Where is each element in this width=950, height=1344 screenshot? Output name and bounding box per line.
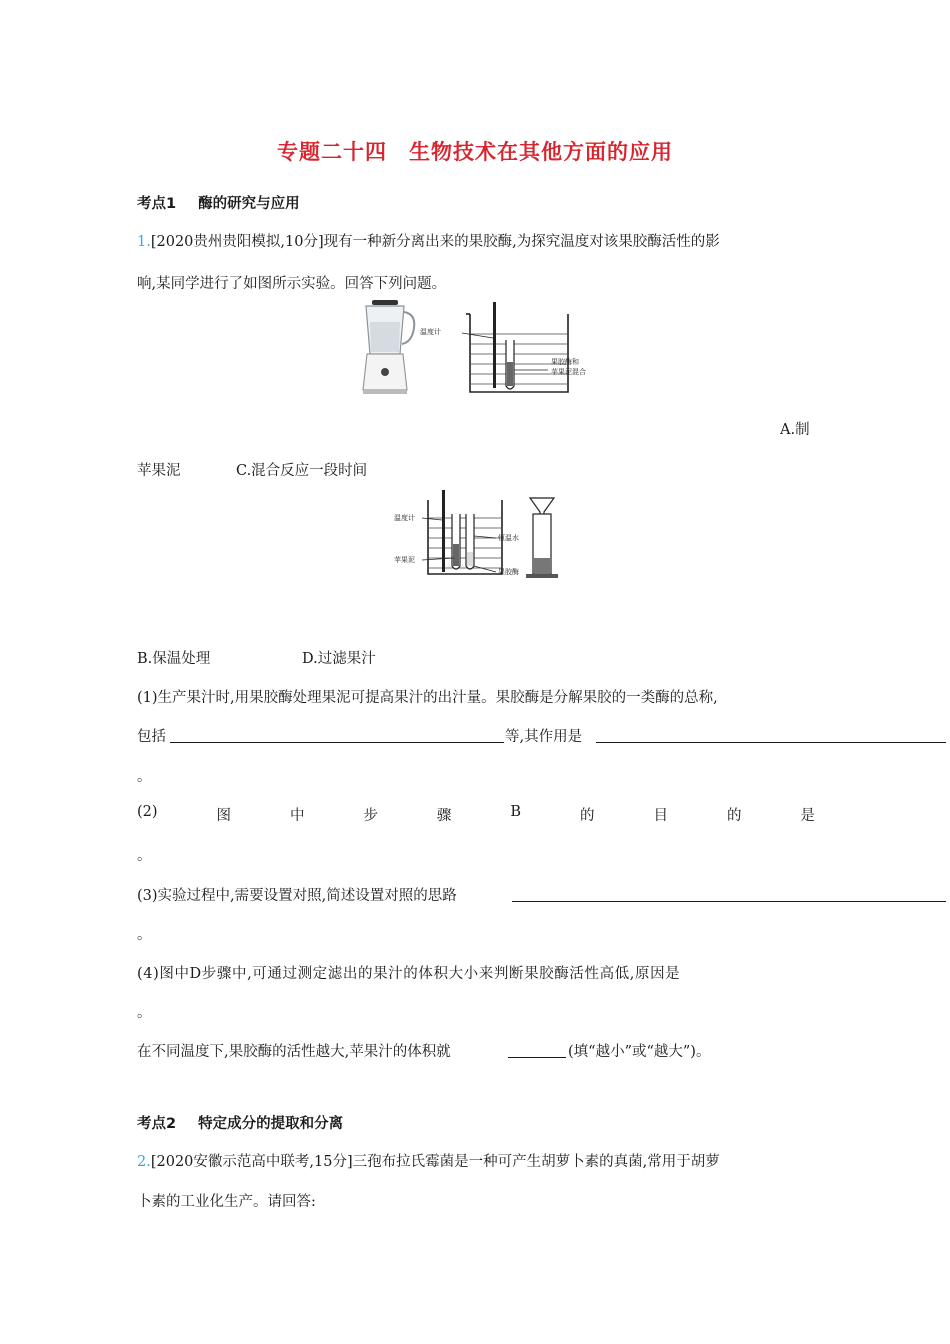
juice-fill (534, 558, 550, 574)
section-name: 酶的研究与应用 (198, 196, 300, 212)
blender-figure (352, 298, 422, 396)
water-bath-and-filter-figure (392, 488, 572, 583)
bath-thermometer (442, 490, 445, 572)
section-number: 考点1 (137, 196, 177, 212)
blender-knob (381, 368, 389, 376)
page-title: 专题二十四 生物技术在其他方面的应用 (277, 140, 673, 164)
blender-lid (372, 300, 398, 305)
part-2-word: 骤 (436, 808, 452, 824)
section-heading-2 (137, 1112, 343, 1133)
label-mix-1: 果胶酶和 (551, 358, 579, 366)
part-4-end: 。 (137, 1005, 152, 1021)
puree-fill (453, 544, 459, 566)
part-2-word: B (510, 804, 522, 820)
part-2-line (137, 804, 815, 825)
part-1-end: 。 (137, 769, 152, 785)
part-2-end: 。 (137, 848, 152, 864)
part-1-includes: 包括 (137, 729, 166, 745)
question-text: [2020贵州贵阳模拟,10分]现有一种新分离出来的果胶酶,为探究温度对该果胶酶活性的影 (150, 234, 720, 250)
part-3-line-1: (3)实验过程中,需要设置对照,简述设置对照的思路 (137, 888, 457, 904)
part-1-function: 等,其作用是 (505, 729, 583, 745)
blender-handle (402, 312, 414, 344)
label-pectinase: 果胶酶 (498, 568, 519, 576)
answer-blank-4[interactable] (508, 1056, 566, 1058)
section-name: 特定成分的提取和分离 (198, 1116, 344, 1132)
part-2-word: (2) (137, 804, 158, 820)
mixture-fill (507, 362, 513, 386)
question-text: [2020安徽示范高中联考,15分]三孢布拉氏霉菌是一种可产生胡萝卜素的真菌,常用于胡萝 (150, 1154, 720, 1170)
answer-blank-1a[interactable] (170, 741, 504, 743)
question-2-intro-line-1 (137, 1150, 720, 1171)
section-heading-1 (137, 192, 300, 213)
step-b-label: B.保温处理 (137, 651, 211, 667)
label-bath-thermometer: 温度计 (394, 514, 415, 522)
blender-contents (370, 322, 400, 352)
part-2-word: 步 (363, 808, 378, 824)
step-c-label: C.混合反应一段时间 (236, 463, 368, 479)
question-number: 1. (137, 234, 151, 250)
step-a-label: A.制 (780, 422, 810, 438)
reaction-beaker-figure (418, 300, 608, 400)
part-2-word: 目 (653, 808, 668, 824)
beaker-wall (470, 314, 568, 392)
part-4-line-1: (4)图中D步骤中,可通过测定滤出的果汁的体积大小来判断果胶酶活性高低,原因是 (137, 966, 681, 982)
label-thermometer: 温度计 (420, 328, 441, 336)
thermometer (493, 302, 496, 388)
step-d-label: D.过滤果汁 (302, 651, 376, 667)
label-mix-2: 苹果泥混合 (551, 368, 586, 376)
bath-water-lines (429, 518, 501, 568)
part-4-line-3a: 在不同温度下,果胶酶的活性越大,苹果汁的体积就 (137, 1044, 451, 1060)
part-2-word: 的 (580, 808, 595, 824)
bath-beaker-wall (428, 500, 502, 574)
part-1-line-1: (1)生产果汁时,用果胶酶处理果泥可提高果汁的出汁量。果胶酶是分解果胶的一类酶的总称, (137, 690, 718, 706)
answer-blank-1b[interactable] (596, 741, 946, 743)
question-2-intro-line-2: 卜素的工业化生产。请回答: (137, 1194, 316, 1210)
part-2-word: 的 (726, 808, 742, 824)
cylinder-base (526, 574, 558, 578)
part-4-line-3b: (填“越小”或“越大”)。 (568, 1044, 711, 1060)
question-1-intro-line-2: 响,某同学进行了如图所示实验。回答下列问题。 (137, 276, 447, 292)
enzyme-fill (467, 552, 473, 566)
part-2-word: 是 (800, 808, 815, 824)
part-2-word: 中 (289, 808, 305, 824)
part-2-word: 图 (216, 808, 232, 824)
section-number: 考点2 (137, 1116, 177, 1132)
answer-blank-3[interactable] (512, 900, 946, 902)
question-1-intro-line-1 (137, 230, 720, 251)
part-3-end: 。 (137, 927, 152, 943)
blender-foot (363, 390, 407, 394)
question-number: 2. (137, 1154, 151, 1170)
label-constant-water: 恒温水 (498, 534, 519, 542)
label-apple-puree: 苹果泥 (394, 556, 415, 564)
step-a-continued: 苹果泥 (137, 463, 181, 479)
